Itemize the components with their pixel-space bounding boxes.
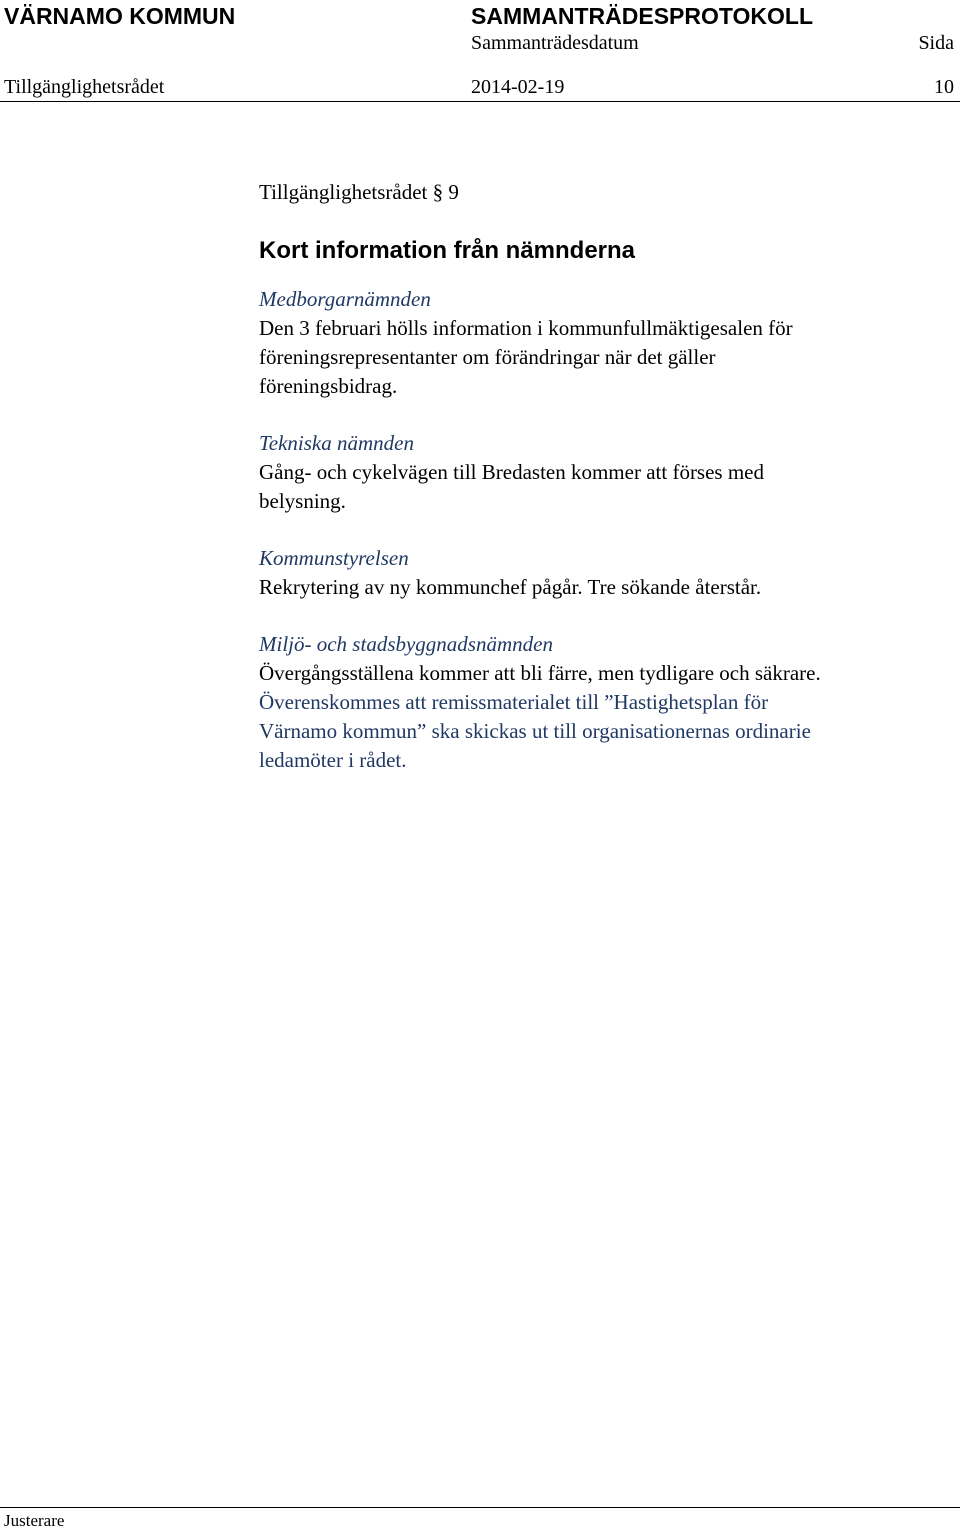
header-divider — [0, 101, 960, 102]
item-text-line: Gång- och cykelvägen till Bredasten kommer att förses med — [259, 460, 765, 484]
item-text-line: belysning. — [259, 489, 346, 513]
footer-label: Justerare — [4, 1511, 65, 1530]
item-text-line: Värnamo kommun” ska skickas ut till organisationernas ordinarie — [259, 719, 811, 743]
document-type: SAMMANTRÄDESPROTOKOLL — [471, 3, 814, 29]
item-text-line: Överenskommes att remissmaterialet till ”Hastighetsplan för — [259, 690, 769, 714]
item-text-line: Rekrytering av ny kommunchef pågår. Tre sökande återstår. — [259, 575, 762, 599]
item-text-line: ledamöter i rådet. — [259, 748, 407, 772]
item-title: Kommunstyrelsen — [259, 546, 409, 570]
minutes-body — [259, 178, 939, 775]
section-title: Tillgänglighetsrådet § 9 — [259, 180, 459, 204]
item-title: Tekniska nämnden — [259, 431, 414, 455]
item-text-line: Övergångsställena kommer att bli färre, men tydligare och säkrare. — [259, 661, 821, 685]
page-label: Sida — [918, 32, 954, 54]
item-kommunstyrelsen — [259, 544, 939, 602]
meeting-date: 2014-02-19 — [471, 76, 565, 98]
page-number: 10 — [934, 76, 954, 98]
item-title: Medborgarnämnden — [259, 287, 431, 311]
council-name: Tillgänglighetsrådet — [4, 76, 165, 98]
item-miljo-stadsbyggnadsnamnden — [259, 630, 939, 775]
meeting-date-label: Sammanträdesdatum — [471, 32, 639, 54]
item-text-line: Den 3 februari hölls information i kommunfullmäktigesalen för — [259, 316, 793, 340]
section-heading: Kort information från nämnderna — [259, 237, 636, 264]
item-text-line: föreningsrepresentanter om förändringar när det gäller — [259, 345, 716, 369]
item-medborgarnamnden — [259, 285, 939, 401]
item-tekniska-namnden — [259, 429, 939, 516]
organization-name: VÄRNAMO KOMMUN — [4, 3, 236, 29]
item-title: Miljö- och stadsbyggnadsnämnden — [259, 632, 553, 656]
item-text-line: föreningsbidrag. — [259, 374, 398, 398]
footer-divider — [0, 1507, 960, 1508]
